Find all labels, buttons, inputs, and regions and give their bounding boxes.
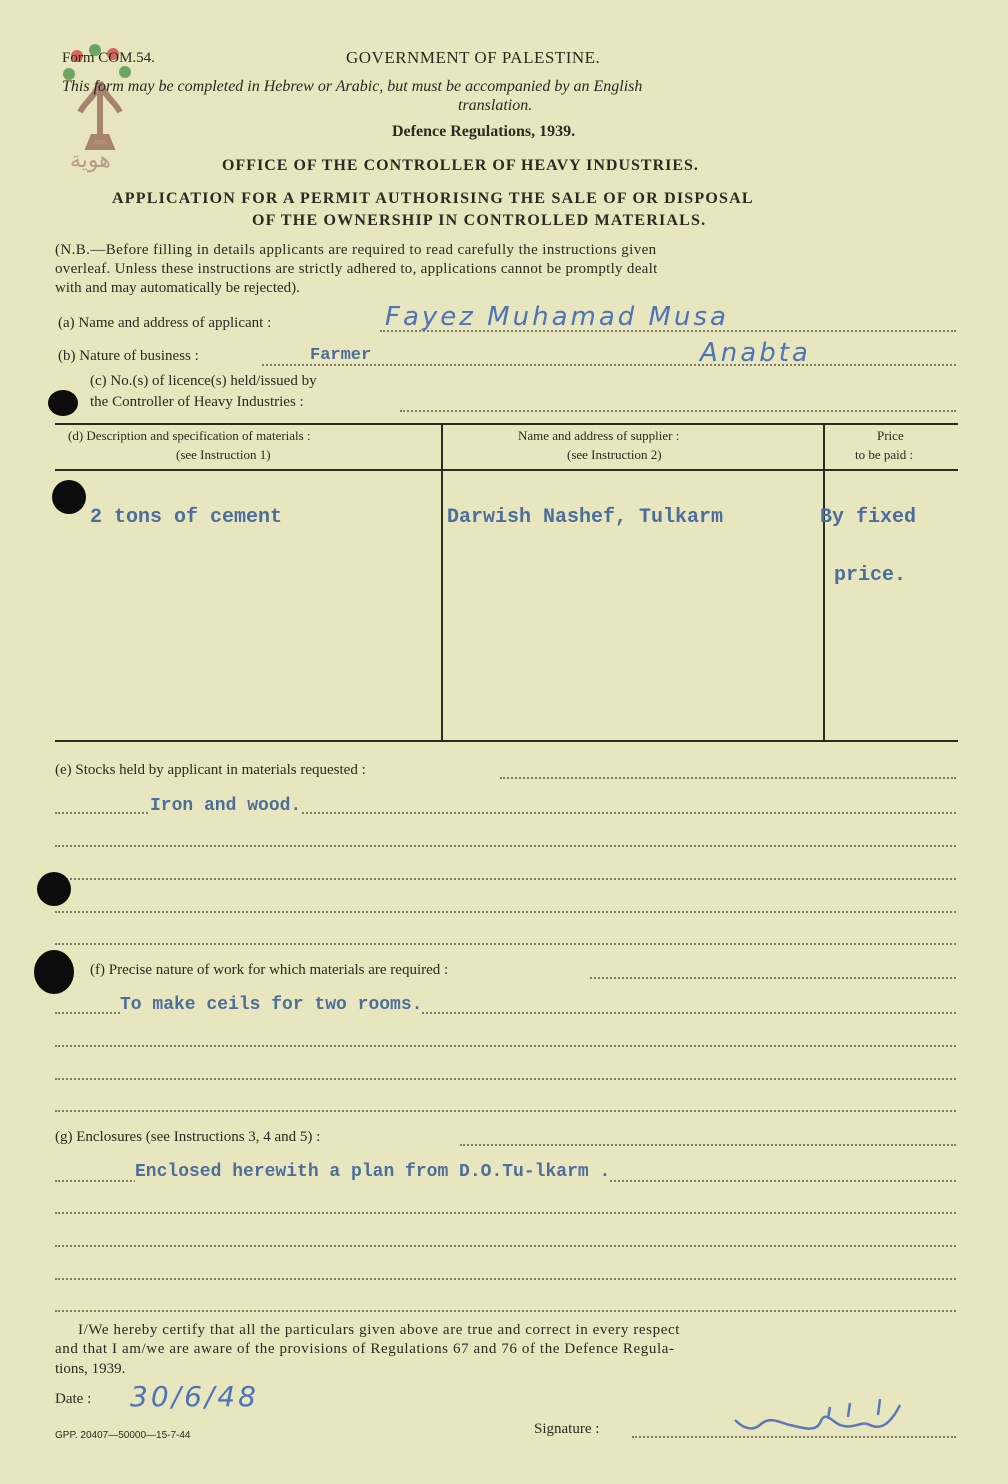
col-supplier-header-1: Name and address of supplier :	[518, 428, 680, 443]
date-value: 30/6/48	[130, 1380, 259, 1413]
table-column-divider-1	[441, 423, 443, 741]
date-label: Date :	[55, 1391, 92, 1407]
field-c-label-line-1: (c) No.(s) of licence(s) held/issued by	[90, 373, 317, 389]
material-value: 2 tons of cement	[90, 506, 283, 529]
regulations-heading: Defence Regulations, 1939.	[392, 123, 576, 140]
enclosures-value: Enclosed herewith a plan from D.O.Tu-lkarm .	[135, 1162, 611, 1182]
work-line-2	[55, 1045, 956, 1047]
field-c-label-line-2: the Controller of Heavy Industries :	[90, 394, 308, 411]
field-g-label: (g) Enclosures (see Instructions 3, 4 and 5) :	[55, 1129, 324, 1146]
note-line-2: overleaf. Unless these instructions are strictly adhered to, applications cannot be promptly dealt	[55, 261, 658, 277]
stocks-value: Iron and wood.	[150, 796, 302, 816]
printer-code: GPP. 20407—50000—15-7-44	[55, 1430, 191, 1441]
enclosures-line-2	[55, 1212, 956, 1214]
stocks-line-3	[55, 878, 956, 880]
watermark-arabic: هوية	[70, 148, 111, 173]
field-g-dotline	[460, 1144, 956, 1146]
punch-hole	[34, 950, 74, 994]
punch-hole	[37, 872, 71, 906]
field-e-dotline	[500, 777, 956, 779]
col-price-header-1: Price	[877, 428, 904, 443]
stocks-line-5	[55, 943, 956, 945]
applicant-name: Fayez Muhamad Musa	[385, 302, 729, 332]
price-value-line-1: By fixed	[820, 506, 917, 529]
language-note-line-2: translation.	[458, 97, 533, 114]
applicant-address: Anabta	[700, 338, 811, 368]
col-supplier-header-2: (see Instruction 2)	[567, 447, 662, 462]
supplier-value: Darwish Nashef, Tulkarm	[447, 506, 724, 529]
col-materials-header-1: (d) Description and specification of materials :	[68, 428, 311, 443]
field-a-label: (a) Name and address of applicant :	[58, 315, 275, 332]
stocks-line-2	[55, 845, 956, 847]
field-c-dotline	[400, 410, 956, 412]
work-value: To make ceils for two rooms.	[120, 995, 423, 1015]
field-f-label: (f) Precise nature of work for which materials are required :	[90, 962, 452, 979]
enclosures-line-3	[55, 1245, 956, 1247]
work-line-3	[55, 1078, 956, 1080]
signature-label: Signature :	[534, 1421, 603, 1438]
col-materials-header-2: (see Instruction 1)	[176, 447, 271, 462]
enclosures-line-5	[55, 1310, 956, 1312]
office-heading: OFFICE OF THE CONTROLLER OF HEAVY INDUSTRIES.	[222, 157, 699, 174]
field-b-label: (b) Nature of business :	[58, 348, 203, 365]
certification-line-2: and that I am/we are aware of the provisions of Regulations 67 and 76 of the Defence Regula-	[55, 1341, 675, 1357]
col-price-header-2: to be paid :	[855, 447, 914, 462]
government-heading: GOVERNMENT OF PALESTINE.	[346, 48, 601, 67]
certification-line-1: I/We hereby certify that all the particulars given above are true and correct in every respect	[78, 1322, 681, 1338]
application-title-line-1: APPLICATION FOR A PERMIT AUTHORISING THE SALE OF OR DISPOSAL	[112, 190, 754, 207]
note-line-3: with and may automatically be rejected).	[55, 280, 300, 296]
signature-scribble	[730, 1395, 910, 1440]
field-f-dotline	[590, 977, 956, 979]
application-title-line-2: OF THE OWNERSHIP IN CONTROLLED MATERIALS.	[252, 212, 707, 229]
work-line-4	[55, 1110, 956, 1112]
business-value: Farmer	[310, 346, 372, 365]
price-value-line-2: price.	[834, 564, 907, 587]
language-note-line-1: This form may be completed in Hebrew or Arabic, but must be accompanied by an English	[62, 78, 643, 95]
enclosures-line-4	[55, 1278, 956, 1280]
punch-hole	[48, 390, 78, 416]
certification-line-3: tions, 1939.	[55, 1361, 126, 1377]
table-column-divider-2	[823, 423, 825, 741]
field-e-label: (e) Stocks held by applicant in materials requested :	[55, 762, 370, 779]
stocks-line-4	[55, 911, 956, 913]
form-number: Form COM.54.	[62, 50, 155, 66]
punch-hole	[52, 480, 86, 514]
note-line-1: (N.B.—Before filling in details applicants are required to read carefully the instructions given	[55, 242, 657, 258]
